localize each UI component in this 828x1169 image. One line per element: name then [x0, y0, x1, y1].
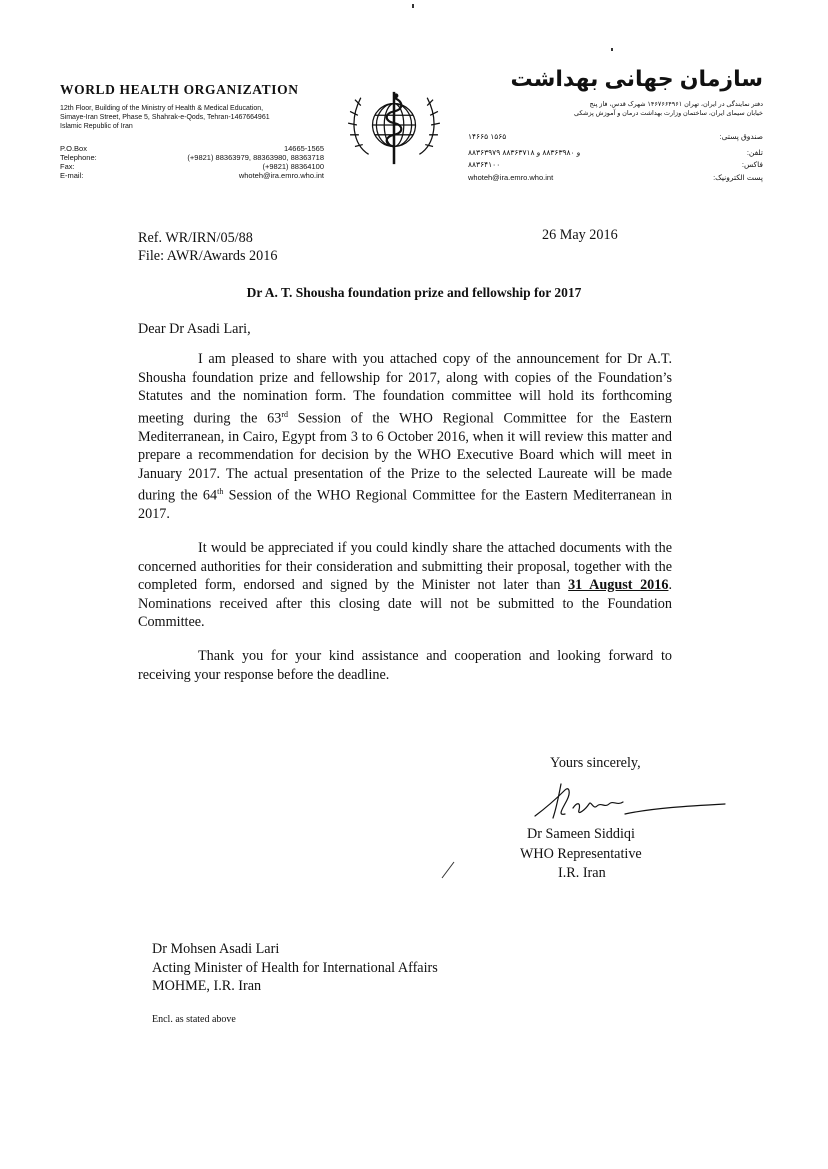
recipient-title: Acting Minister of Health for International Affairs: [152, 959, 438, 976]
fa-contact-pobox: [468, 132, 763, 141]
superscript: rd: [281, 409, 288, 419]
signer-title: WHO Representative: [520, 846, 642, 862]
contact-value: whoteh@ira.emro.who.int: [238, 171, 324, 180]
address-line: خیابان سیمای ایران، ساختمان وزارت بهداشت درمان و آموزش پزشکی: [574, 110, 763, 117]
recipient-address: [152, 940, 438, 996]
contact-pobox: [60, 144, 324, 153]
contact-email: [60, 171, 324, 180]
address-line: Simaye-Iran Street, Phase 5, Shahrak-e-Qods, Tehran-1467664961: [60, 114, 270, 121]
reference-block: [138, 229, 277, 265]
fa-contact-fax: [468, 160, 763, 169]
contact-label: فاکس:: [741, 160, 763, 169]
salutation: Dear Dr Asadi Lari,: [138, 321, 251, 337]
letter-subject: Dr A. T. Shousha foundation prize and fellowship for 2017: [246, 285, 582, 300]
recipient-name: Dr Mohsen Asadi Lari: [152, 941, 280, 957]
body-paragraph-2: [138, 539, 672, 632]
fa-contact-email: [468, 173, 763, 182]
contact-value: ۸۸۳۶۴۱۰۰: [468, 160, 501, 169]
paragraph-text: I am pleased to share with you attached copy of the announcement for Dr A.T. Shousha foundation prize and fellowship for 2017, along with copies of the Foundation’s Statutes and the nomination form. The foundation committee will hold its forthcoming meeting during the 63: [138, 351, 672, 427]
address-line: 12th Floor, Building of the Ministry of Health & Medical Education,: [60, 105, 264, 112]
handwritten-signature: [513, 780, 733, 830]
superscript: th: [217, 487, 224, 497]
organization-address-en: [60, 104, 324, 131]
contact-label: تلفن:: [746, 148, 763, 157]
paragraph-text: Session of the WHO Regional Committee for the Eastern Mediterranean, in Cairo, Egypt from 3 to 6 October 2016, when it will review this matter and prepare a recommendation for decision by the WHO Executive Board which will meet in January 2017. The actual presentation of the Prize to the selected Laureate will be made during the 64: [138, 410, 672, 504]
organization-name-en: WORLD HEALTH ORGANIZATION: [60, 82, 299, 97]
closing: Yours sincerely,: [550, 755, 641, 771]
address-line: Islamic Republic of Iran: [60, 123, 133, 130]
scan-speck: [412, 4, 414, 8]
address-line: دفتر نمایندگی در ایران، تهران ۱۴۶۷۶۶۴۹۶۱ شهرک قدس، فاز پنج: [589, 101, 763, 108]
contact-value: (+9821) 88364100: [262, 162, 324, 171]
letter-date: 26 May 2016: [542, 227, 618, 243]
reference-number: Ref. WR/IRN/05/88: [138, 230, 253, 246]
who-emblem-icon: [345, 86, 443, 168]
contact-value: whoteh@ira.emro.who.int: [468, 173, 554, 182]
recipient-organization: MOHME, I.R. Iran: [152, 978, 262, 994]
body-paragraph-1: [138, 350, 672, 524]
scan-mark: [438, 858, 458, 882]
body-paragraph-3: [138, 647, 672, 684]
contact-label: P.O.Box: [60, 144, 87, 153]
file-reference: File: AWR/Awards 2016: [138, 248, 278, 264]
paragraph-text: . Nominations received after this closing date will not be submitted to the Foundation Committee.: [138, 577, 672, 630]
contact-label: پست الکترونیک:: [713, 173, 763, 182]
organization-name-fa: سازمان جهانی بهداشت: [510, 66, 763, 91]
enclosure-note: Encl. as stated above: [152, 1014, 236, 1025]
signer-name: Dr Sameen Siddiqi: [527, 826, 635, 842]
contact-fax: [60, 162, 324, 171]
paragraph-text: It would be appreciated if you could kindly share the attached documents with the concerned authorities for their consideration and submitting their proposal, together with the completed form, endorsed and signed by the Minister not later than: [138, 540, 672, 593]
contact-value: ۸۸۳۶۳۹۷۹ و ۸۸۳۶۳۹۸۰ و ۸۸۳۶۳۷۱۸: [468, 148, 581, 157]
signer-country: I.R. Iran: [558, 865, 606, 881]
deadline-date: 31 August 2016: [568, 577, 669, 593]
contact-value: ۱۴۶۶۵ ۱۵۶۵: [468, 132, 507, 141]
organization-address-fa: [468, 100, 763, 118]
paragraph-text: Session of the WHO Regional Committee for the Eastern Mediterranean in 2017.: [138, 487, 672, 523]
scan-speck: [611, 48, 613, 51]
contact-value: (+9821) 88363979, 88363980, 88363718: [187, 153, 324, 162]
contact-label: صندوق پستی:: [719, 132, 763, 141]
contact-value: 14665-1565: [283, 144, 324, 153]
paragraph-text: Thank you for your kind assistance and cooperation and looking forward to receiving your response before the deadline.: [138, 648, 672, 683]
contact-telephone: [60, 153, 324, 162]
contact-label: Fax:: [60, 162, 75, 171]
contact-label: Telephone:: [60, 153, 97, 162]
contact-label: E-mail:: [60, 171, 84, 180]
fa-contact-telephone: [468, 148, 763, 157]
